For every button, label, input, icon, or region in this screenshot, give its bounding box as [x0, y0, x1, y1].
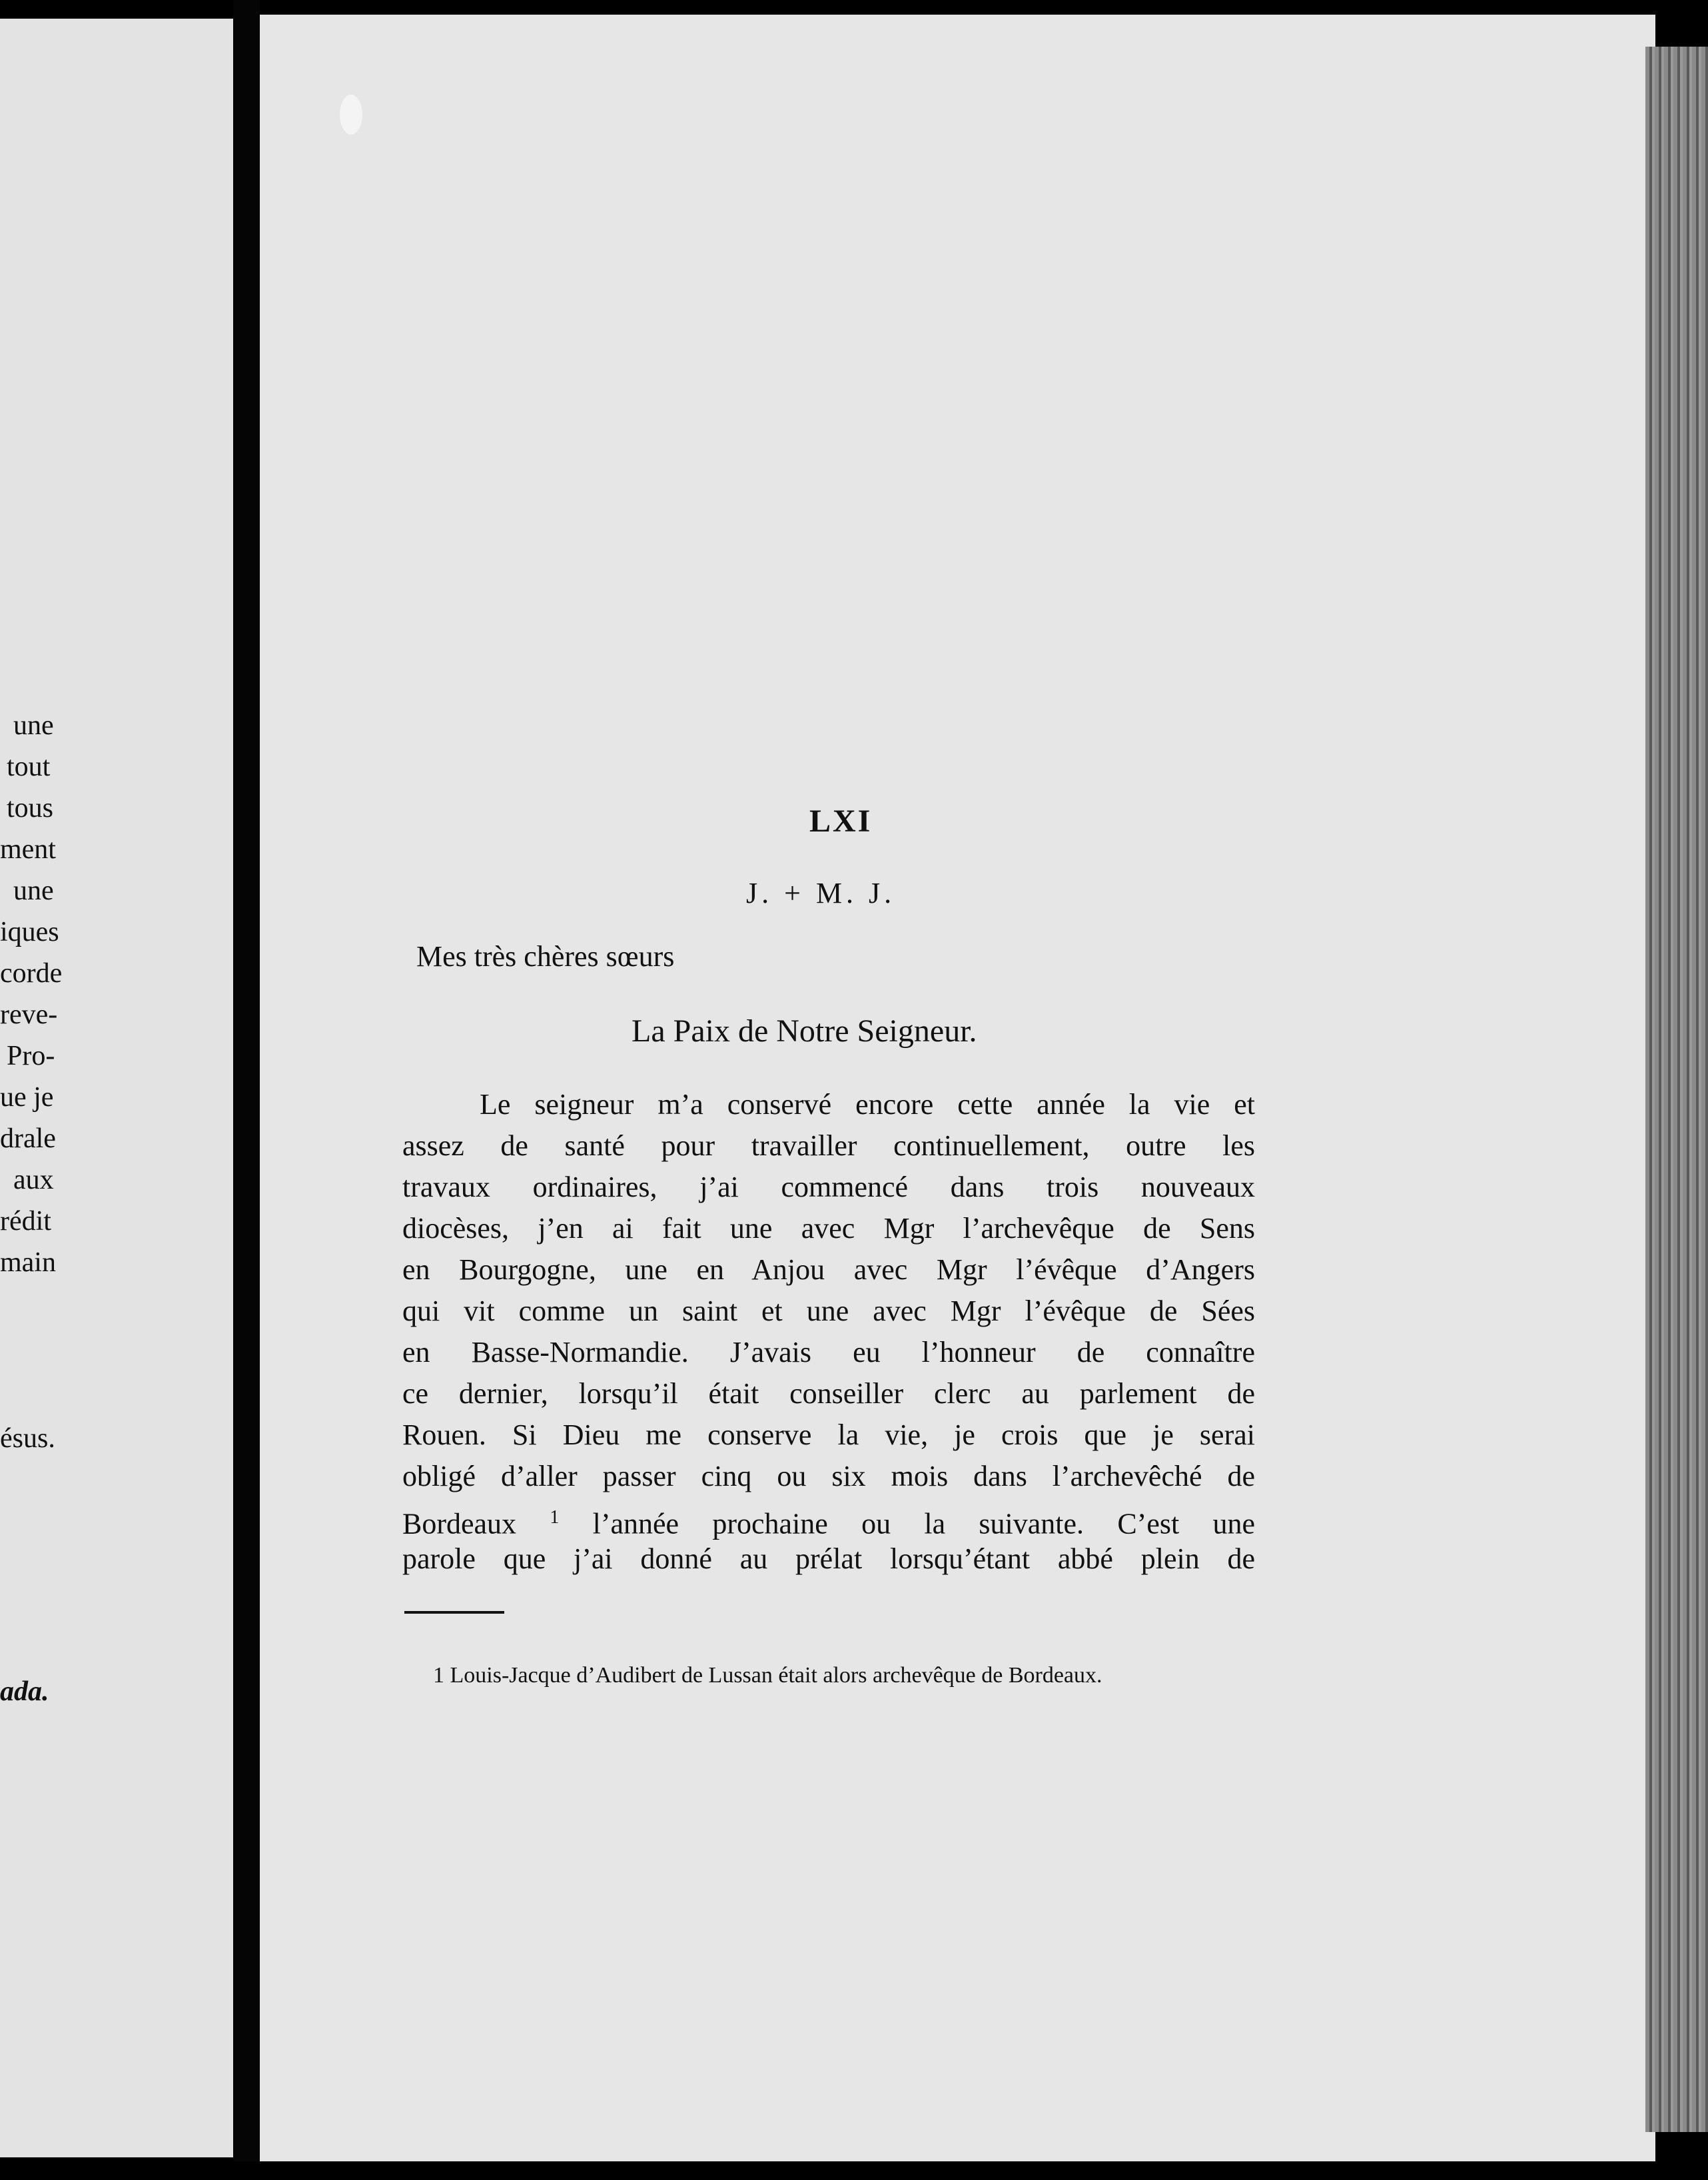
left-page-line: rédit: [0, 1206, 51, 1237]
body-line: en Bourgogne, une en Anjou avec Mgr l’évêque d’Angers: [402, 1253, 1255, 1286]
left-page-line: main: [0, 1247, 56, 1278]
body-line: qui vit comme un saint et une avec Mgr l’évêque de Sées: [402, 1295, 1255, 1327]
paper-blemish: [340, 95, 362, 135]
scan-bottom-border: [0, 2161, 1708, 2180]
body-line-start: Bordeaux: [402, 1507, 517, 1540]
left-page-line: ment: [0, 834, 56, 865]
left-page-line: Pro-: [7, 1041, 55, 1071]
footnote-text: Louis-Jacque d’Audibert de Lussan était alors archevêque de Bordeaux.: [450, 1663, 1102, 1688]
left-page-line: reve-: [0, 999, 58, 1030]
body-line: assez de santé pour travailler continuellement, outre les: [402, 1129, 1255, 1162]
body-line: en Basse-Normandie. J’avais eu l’honneur de connaître: [402, 1336, 1255, 1368]
greeting-heading: La Paix de Notre Seigneur.: [632, 1013, 977, 1049]
page-edges: [1645, 47, 1708, 2132]
left-page-line: tout: [7, 752, 51, 782]
body-line: travaux ordinaires, j’ai commencé dans trois nouveaux: [402, 1171, 1255, 1203]
left-page-line: aux: [13, 1165, 54, 1195]
left-facing-page: [0, 19, 233, 2157]
footnote-marker: 1: [550, 1507, 560, 1528]
left-page-line: iques: [0, 917, 59, 947]
left-page-line: drale: [0, 1123, 56, 1154]
monogram-heading: J. + M. J.: [746, 877, 896, 909]
footnote-rule: [404, 1611, 504, 1614]
chapter-number: LXI: [809, 804, 873, 839]
body-line: ce dernier, lorsqu’il était conseiller clerc au parlement de: [402, 1377, 1255, 1410]
salutation: Mes très chères sœurs: [416, 940, 675, 973]
footnote: [433, 1663, 1102, 1688]
body-line-end: l’année prochaine ou la suivante. C’est une: [592, 1507, 1255, 1540]
book-gutter: [233, 0, 260, 2180]
left-page-line: ue je: [0, 1082, 54, 1113]
left-page-line: une: [13, 710, 54, 741]
body-line: obligé d’aller passer cinq ou six mois dans l’archevêché de: [402, 1460, 1255, 1492]
left-page-line: une: [13, 875, 54, 906]
footnote-number: 1: [433, 1663, 444, 1688]
body-line-with-note: [402, 1499, 1255, 1543]
left-page-line: ésus.: [0, 1423, 55, 1454]
body-line: Rouen. Si Dieu me conserve la vie, je crois que je serai: [402, 1418, 1255, 1451]
left-page-line: tous: [7, 793, 54, 823]
left-page-line: ada.: [0, 1676, 49, 1707]
left-page-line: corde: [0, 958, 63, 989]
body-line: diocèses, j’en ai fait une avec Mgr l’archevêque de Sens: [402, 1212, 1255, 1245]
body-line: Le seigneur m’a conservé encore cette année la vie et: [480, 1088, 1255, 1121]
body-line: parole que j’ai donné au prélat lorsqu’étant abbé plein de: [402, 1542, 1255, 1575]
